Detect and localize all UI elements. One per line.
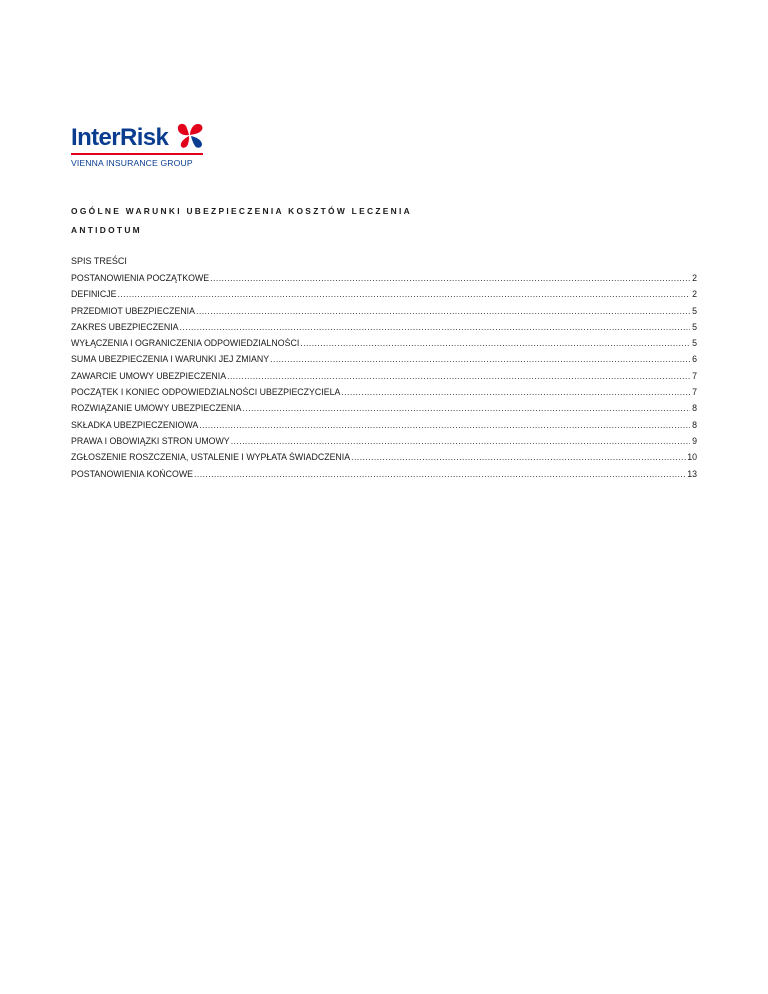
toc-item[interactable] [71, 387, 697, 403]
toc-item[interactable] [71, 420, 697, 436]
toc-item-label: POSTANOWIENIA POCZĄTKOWE [71, 273, 210, 283]
toc-item-page: 10 [687, 452, 697, 463]
toc-item[interactable] [71, 436, 697, 452]
toc-leader-dots [117, 289, 690, 299]
table-of-contents [71, 273, 697, 485]
toc-item-label: SKŁADKA UBEZPIECZENIOWA [71, 419, 199, 430]
toc-item-page: 7 [692, 370, 697, 381]
logo-underline [71, 153, 203, 155]
toc-leader-dots [199, 420, 690, 430]
toc-item[interactable] [71, 338, 697, 354]
toc-item[interactable] [71, 452, 697, 468]
toc-item[interactable] [71, 469, 697, 485]
logo-brand-text: InterRisk [71, 124, 169, 151]
toc-leader-dots [180, 322, 690, 332]
toc-leader-dots [242, 403, 690, 413]
toc-leader-dots [341, 387, 690, 397]
toc-item[interactable] [71, 322, 697, 338]
toc-item-page: 9 [692, 435, 697, 446]
toc-item-page: 5 [692, 305, 697, 316]
toc-leader-dots [351, 452, 686, 462]
toc-item-page: 13 [687, 468, 697, 479]
toc-item-label: POSTANOWIENIA KOŃCOWE [71, 468, 194, 479]
toc-item-page: 8 [692, 419, 697, 430]
toc-leader-dots [194, 469, 686, 479]
toc-leader-dots [300, 338, 690, 348]
toc-item-label: PRZEDMIOT UBEZPIECZENIA [71, 305, 195, 316]
toc-item-page: 6 [692, 354, 697, 365]
document-title: OGÓLNE WARUNKI UBEZPIECZENIA KOSZTÓW LECZENIA [71, 206, 412, 216]
toc-item-page: 2 [692, 289, 697, 300]
toc-item-label: ZAWARCIE UMOWY UBEZPIECZENIA [71, 370, 227, 381]
toc-item[interactable] [71, 354, 697, 370]
toc-leader-dots [196, 306, 690, 316]
toc-item-page: 8 [692, 403, 697, 414]
toc-heading: SPIS TREŚCI [71, 256, 127, 266]
toc-leader-dots [231, 436, 690, 446]
toc-item[interactable] [71, 306, 697, 322]
toc-item-label: ROZWIĄZANIE UMOWY UBEZPIECZENIA [71, 403, 242, 414]
toc-item-label: SUMA UBEZPIECZENIA I WARUNKI JEJ ZMIANY [71, 354, 270, 365]
toc-item-label: DEFINICJE [71, 289, 117, 300]
toc-item[interactable] [71, 403, 697, 419]
toc-item-label: ZAKRES UBEZPIECZENIA [71, 321, 179, 332]
toc-item[interactable] [71, 289, 697, 305]
toc-item-label: PRAWA I OBOWIĄZKI STRON UMOWY [71, 435, 230, 446]
interrisk-logo [71, 122, 207, 172]
document-subtitle: ANTIDOTUM [71, 225, 142, 235]
toc-item-label: WYŁĄCZENIA I OGRANICZENIA ODPOWIEDZIALNOŚCI [71, 338, 300, 349]
toc-item[interactable] [71, 273, 697, 289]
toc-item-page: 7 [692, 387, 697, 398]
toc-item-page: 5 [692, 338, 697, 349]
toc-item-page: 2 [692, 273, 697, 283]
toc-item[interactable] [71, 371, 697, 387]
toc-item-label: ZGŁOSZENIE ROSZCZENIA, USTALENIE I WYPŁATA ŚWIADCZENIA [71, 452, 351, 463]
logo-tagline: VIENNA INSURANCE GROUP [71, 158, 193, 168]
toc-leader-dots [227, 371, 690, 381]
toc-item-page: 5 [692, 321, 697, 332]
toc-item-label: POCZĄTEK I KONIEC ODPOWIEDZIALNOŚCI UBEZPIECZYCIELA [71, 387, 341, 398]
toc-leader-dots [270, 354, 690, 364]
toc-leader-dots [210, 273, 690, 283]
interrisk-flower-icon [175, 122, 205, 149]
